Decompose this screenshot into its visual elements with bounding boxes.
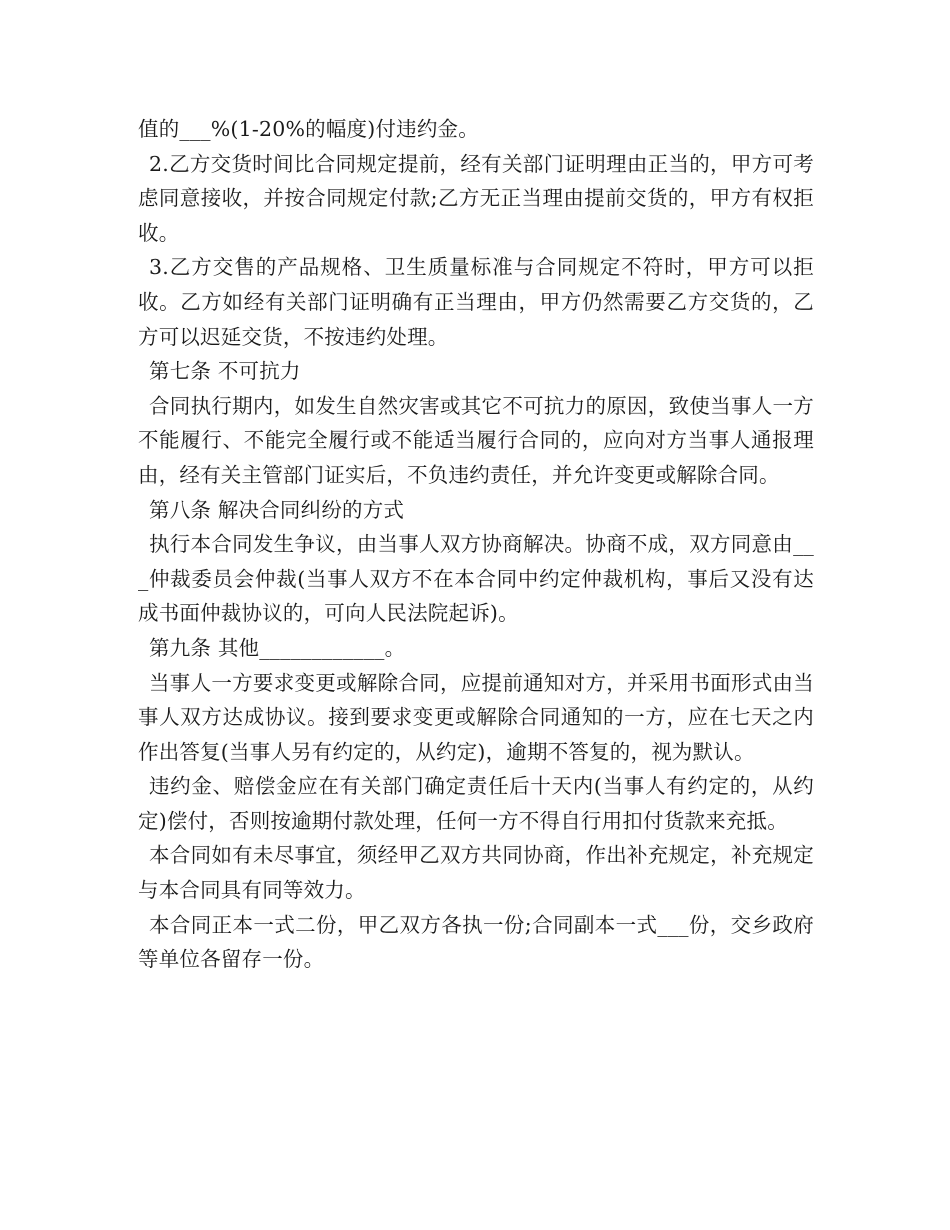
paragraph-early-delivery: 2.乙方交货时间比合同规定提前，经有关部门证明理由正当的，甲方可考虑同意接收，并按合同规定付款;乙方无正当理由提前交货的，甲方有权拒收。 <box>138 151 814 245</box>
heading-article-8: 第八条 解决合同纠纷的方式 <box>149 497 405 522</box>
paragraph-contract-change: 当事人一方要求变更或解除合同，应提前通知对方，并采用书面形式由当事人双方达成协议。接到要求变更或解除合同通知的一方，应在七天之内作出答复(当事人另有约定的，从约定)，逾期不答复的，视为默认。 <box>138 670 814 764</box>
paragraph-force-majeure: 合同执行期内，如发生自然灾害或其它不可抗力的原因，致使当事人一方不能履行、不能完全履行或不能适当履行合同的，应向对方当事人通报理由，经有关主管部门证实后，不负违约责任，并允许变更或解除合同。 <box>138 393 814 487</box>
paragraph-penalty-rate: 值的___%(1-20%的幅度)付违约金。 <box>138 117 479 141</box>
paragraph-penalty-payment: 违约金、赔偿金应在有关部门确定责任后十天内(当事人有约定的，从约定)偿付，否则按逾期付款处理，任何一方不得自行用扣付货款来充抵。 <box>138 774 814 833</box>
heading-article-9: 第九条 其他____________。 <box>149 635 406 660</box>
contract-body <box>138 112 814 977</box>
paragraph-supplementary: 本合同如有未尽事宜，须经甲乙双方共同协商，作出补充规定，补充规定与本合同具有同等效力。 <box>138 843 814 903</box>
paragraph-dispute-resolution: 执行本合同发生争议，由当事人双方协商解决。协商不成，双方同意由___仲裁委员会仲裁(当事人双方不在本合同中约定仲裁机构，事后又没有达成书面仲裁协议的，可向人民法院起诉)。 <box>138 532 814 626</box>
heading-article-7: 第七条 不可抗力 <box>149 359 301 384</box>
paragraph-copies: 本合同正本一式二份，甲乙双方各执一份;合同副本一式___份，交乡政府等单位各留存一份。 <box>138 912 814 972</box>
paragraph-spec-mismatch: 3.乙方交售的产品规格、卫生质量标准与合同规定不符时，甲方可以拒收。乙方如经有关部门证明确有正当理由，甲方仍然需要乙方交货的，乙方可以迟延交货，不按违约处理。 <box>138 255 814 349</box>
